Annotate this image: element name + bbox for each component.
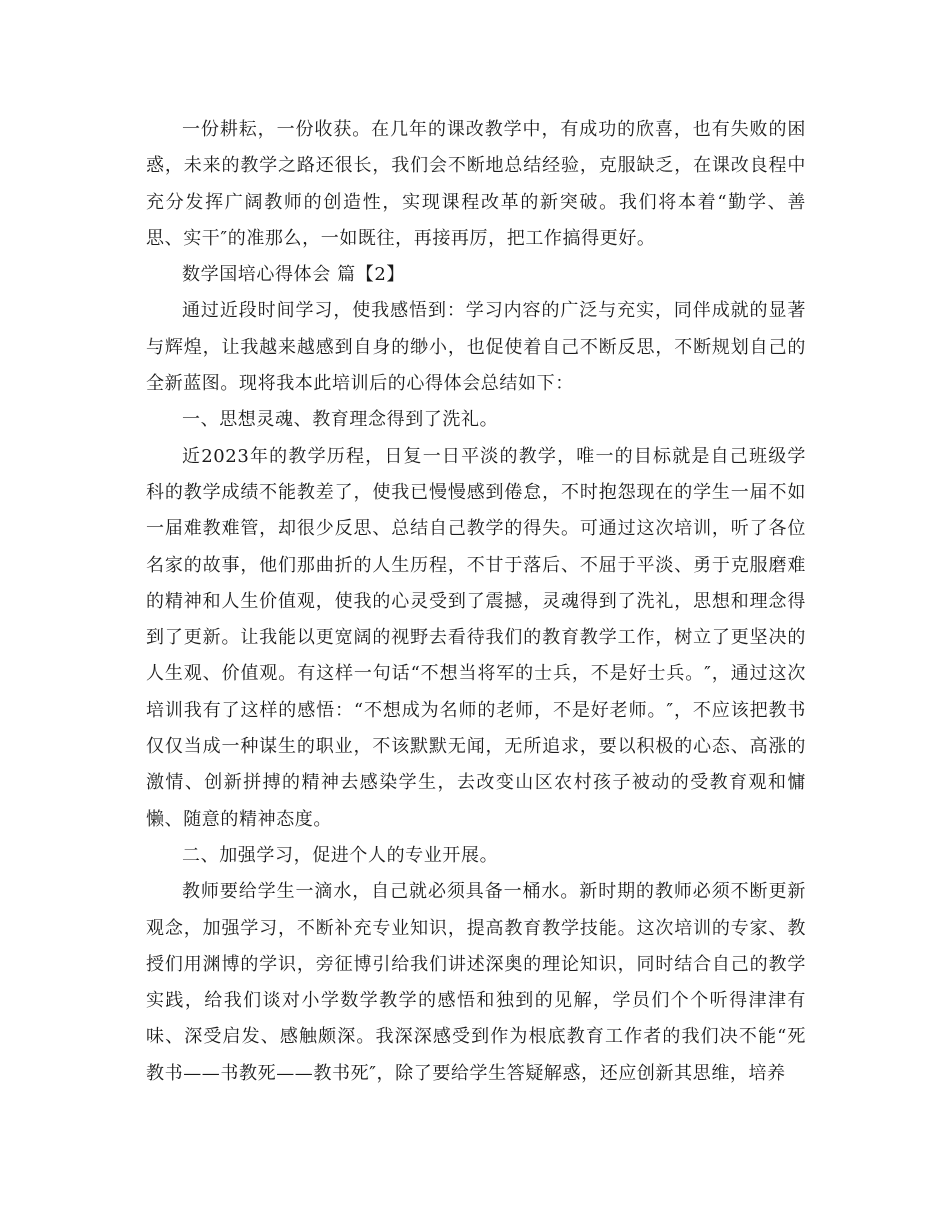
paragraph-continuous-learning: 教师要给学生一滴水，自己就必须具备一桶水。新时期的教师必须不断更新观念，加强学习，不断补充专业知识，提高教育教学技能。这次培训的专家、教授们用渊博的学识，旁征博引给我们讲述深奥的理论知识，同时结合自己的教学实践，给我们谈对小学数学教学的感悟和独到的见解，学员们个个听得津津有味、深受启发、感触颇深。我深深感受到作为根底教育工作者的我们决不能“死教书——书教死——教书死″，除了要给学生答疑解惑，还应创新其思维，培养 — [146, 881, 806, 1084]
subheading-2: 二、加强学习，促进个人的专业开展。 — [182, 844, 499, 866]
section-title-part-2: 数学国培心得体会 篇【2】 — [182, 264, 405, 286]
paragraph-intro: 通过近段时间学习，使我感悟到：学习内容的广泛与充实，同伴成就的显著与辉煌，让我越来越感到自身的缈小，也促使着自己不断反思，不断规划自己的全新蓝图。现将我本此培训后的心得体会总结如下： — [146, 300, 806, 395]
document-body — [146, 112, 806, 1092]
subheading-1: 一、思想灵魂、教育理念得到了洗礼。 — [182, 409, 499, 431]
paragraph-teaching-history: 近2023年的教学历程，日复一日平淡的教学，唯一的目标就是自己班级学科的教学成绩不能教差了，使我已慢慢感到倦怠，不时抱怨现在的学生一届不如一届难教难管，却很少反思、总结自己教学的得失。可通过这次培训，听了各位名家的故事，他们那曲折的人生历程，不甘于落后、不屈于平淡、勇于克服磨难的精神和人生价值观，使我的心灵受到了震撼，灵魂得到了洗礼，思想和理念得到了更新。让我能以更宽阔的视野去看待我们的教育教学工作，树立了更坚决的人生观、价值观。有这样一句话“不想当将军的士兵，不是好士兵。″，通过这次培训我有了这样的感悟：“不想成为名师的老师，不是好老师。″，不应该把教书仅仅当成一种谋生的职业，不该默默无闻，无所追求，要以积极的心态、高涨的激情、创新拼搏的精神去感染学生，去改变山区农村孩子被动的受教育观和慵懒、随意的精神态度。 — [146, 445, 806, 830]
paragraph-closing-harvest: 一份耕耘，一份收获。在几年的课改教学中，有成功的欣喜，也有失败的困惑，未来的教学之路还很长，我们会不断地总结经验，克服缺乏，在课改良程中充分发挥广阔教师的创造性，实现课程改革的新突破。我们将本着“勤学、善思、实干″的准那么，一如既往，再接再厉，把工作搞得更好。 — [146, 119, 806, 249]
